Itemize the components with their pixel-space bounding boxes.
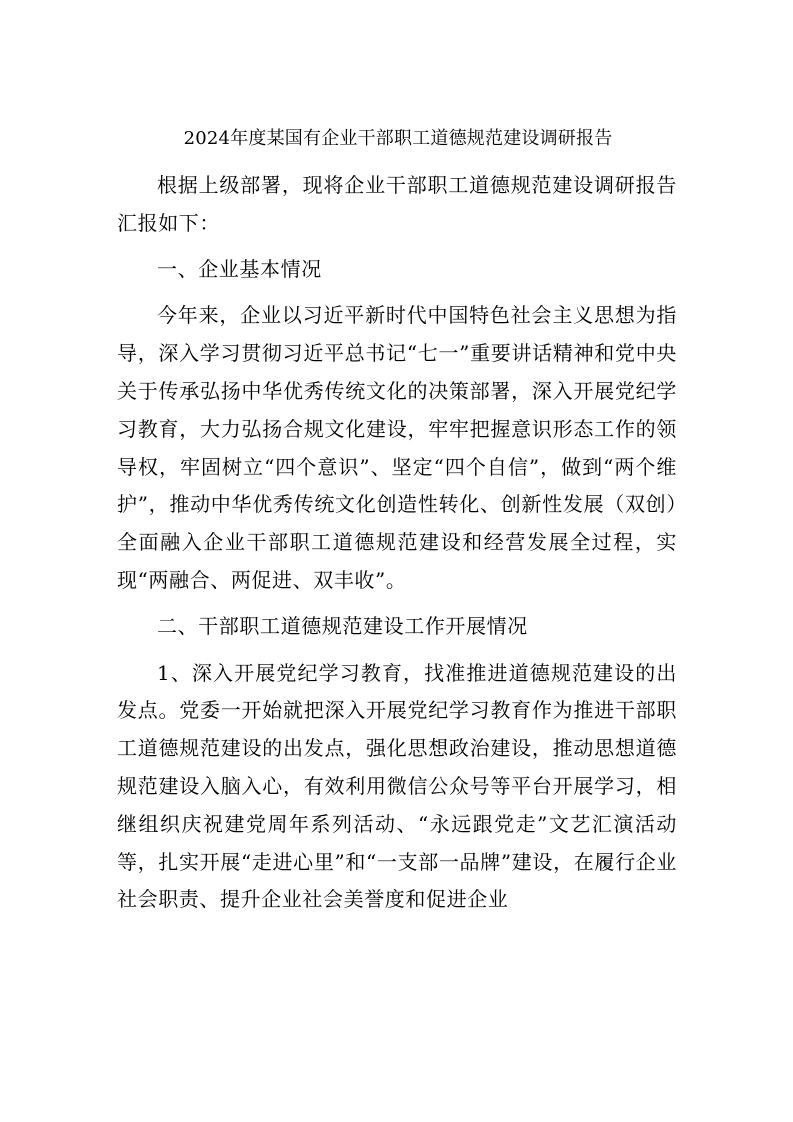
work-progress-paragraph: 1、深入开展党纪学习教育，找准推进道德规范建设的出发点。党委一开始就把深入开展党纪学习教育作为推进干部职工道德规范建设的出发点，强化思想政治建设，推动思想道德规范建设入脑入心，有效利用微信公众号等平台开展学习，相继组织庆祝建党周年系列活动、“永远跟党走”文艺汇演活动等，扎实开展“走进心里”和“一支部一品牌”建设，在履行企业社会职责、提升企业社会美誉度和促进企业 — [117, 660, 677, 912]
section-heading-work-progress: 二、干部职工道德规范建设工作开展情况 — [157, 614, 528, 639]
intro-paragraph: 根据上级部署，现将企业干部职工道德规范建设调研报告汇报如下： — [117, 173, 677, 235]
document-body — [117, 167, 677, 928]
section-heading-basic-situation: 一、企业基本情况 — [157, 257, 322, 282]
basic-situation-paragraph: 今年来，企业以习近平新时代中国特色社会主义思想为指导，深入学习贯彻习近平总书记“七一”重要讲话精神和党中央关于传承弘扬中华优秀传统文化的决策部署，深入开展党纪学习教育，大力弘扬合规文化建设，牢牢把握意识形态工作的领导权，牢固树立“四个意识”、坚定“四个自信”，做到“两个维护”，推动中华优秀传统文化创造性转化、创新性发展（双创）全面融入企业干部职工道德规范建设和经营发展全过程，实现“两融合、两促进、双丰收”。 — [117, 303, 677, 592]
document-title: 2024年度某国有企业干部职工道德规范建设调研报告 — [183, 128, 613, 149]
